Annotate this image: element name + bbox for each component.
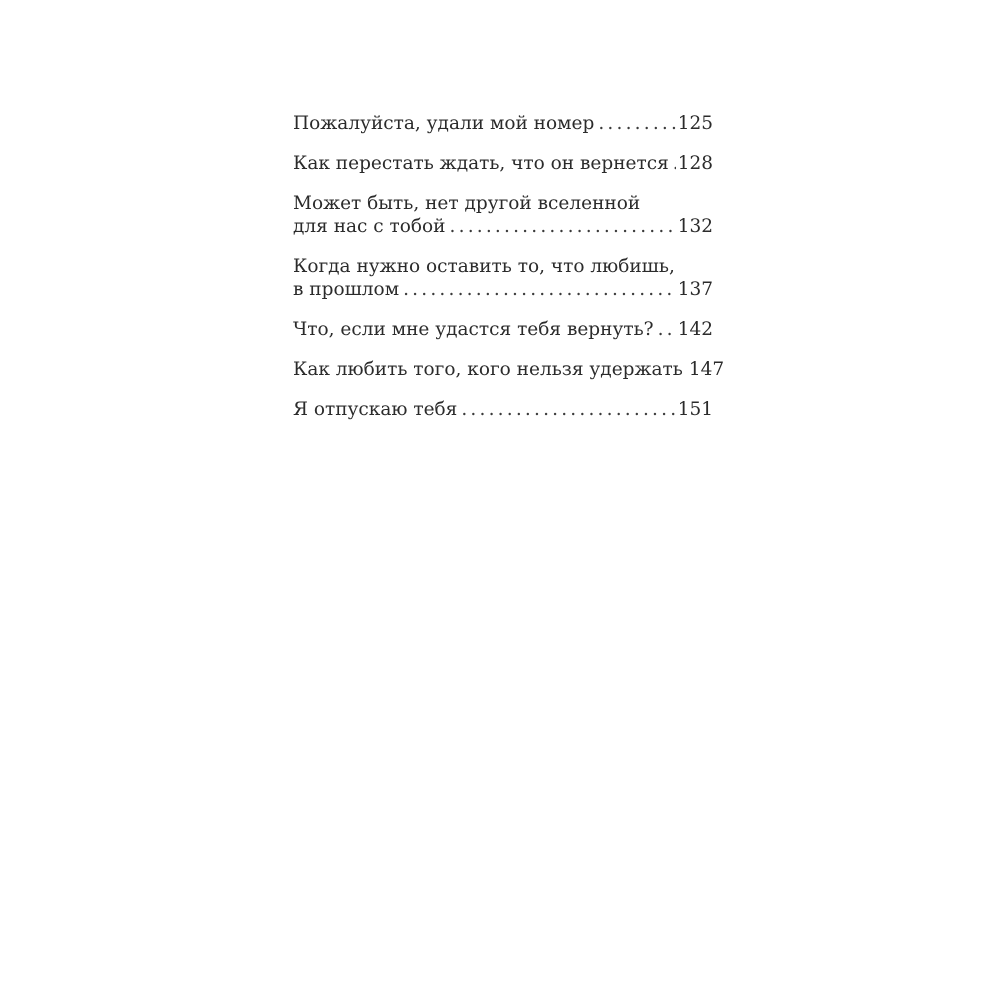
toc-entry[interactable] [293, 358, 725, 381]
toc-dot-leader [673, 152, 676, 175]
toc-entry-title: для нас с тобой [293, 216, 446, 237]
toc-page-number: 137 [677, 279, 713, 300]
toc-line [293, 112, 713, 135]
toc-dot-leader [461, 398, 675, 421]
toc-line [293, 358, 725, 381]
toc-entry[interactable] [293, 192, 713, 238]
toc-entry[interactable] [293, 398, 713, 421]
toc-entry[interactable] [293, 318, 713, 341]
toc-entry-title-first-line: Может быть, нет другой вселенной [293, 193, 641, 214]
toc-dot-leader [598, 112, 675, 135]
toc-page-number: 142 [677, 319, 713, 340]
toc-entry-title: Как любить того, кого нельзя удержать [293, 359, 683, 380]
toc-page-number: 125 [677, 113, 713, 134]
toc-entry-title-first-line: Когда нужно оставить то, что любишь, [293, 256, 675, 277]
toc-page-number: 128 [677, 153, 713, 174]
toc-entry-title: Как перестать ждать, что он вернется [293, 153, 669, 174]
toc-line [293, 278, 713, 301]
table-of-contents [293, 112, 725, 438]
toc-line [293, 152, 713, 175]
toc-entry-title: в прошлом [293, 279, 400, 300]
toc-dot-leader [658, 318, 676, 341]
toc-entry-title: Я отпускаю тебя [293, 399, 458, 420]
toc-dot-leader [403, 278, 676, 301]
toc-entry-title: Пожалуйста, удали мой номер [293, 113, 595, 134]
toc-dot-leader [450, 215, 676, 238]
toc-entry[interactable] [293, 152, 713, 175]
toc-line [293, 215, 713, 238]
toc-page-number: 151 [677, 399, 713, 420]
toc-page-number: 147 [688, 359, 725, 380]
toc-entry[interactable] [293, 112, 713, 135]
toc-line [293, 318, 713, 341]
toc-entry[interactable] [293, 255, 713, 301]
toc-page-number: 132 [677, 216, 713, 237]
toc-line [293, 398, 713, 421]
toc-entry-title: Что, если мне удастся тебя вернуть? [293, 319, 654, 340]
